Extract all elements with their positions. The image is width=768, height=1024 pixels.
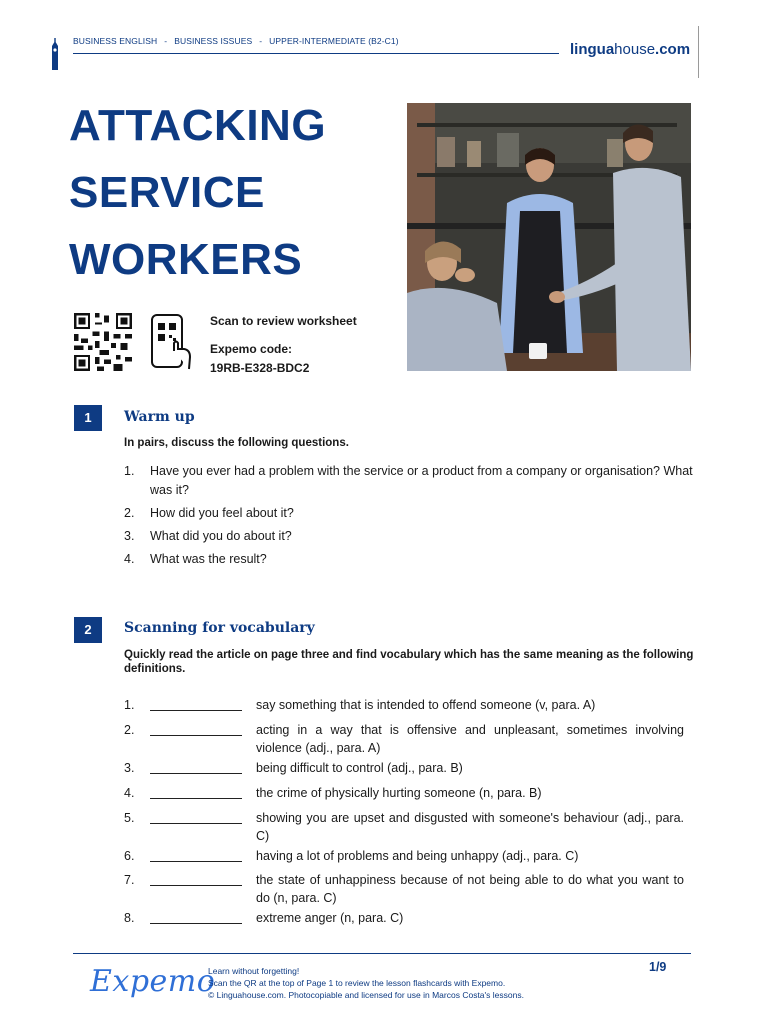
warmup-question-list: [124, 462, 694, 573]
linguahouse-logo[interactable]: [570, 41, 690, 58]
section-instruction: In pairs, discuss the following questions.: [124, 437, 349, 449]
page-header: [50, 26, 700, 76]
answer-blank[interactable]: [150, 735, 242, 736]
answer-blank[interactable]: [150, 923, 242, 924]
list-item: 6. having a lot of problems and being unhappy (adj., para. C): [124, 847, 684, 865]
definition-text: say something that is intended to offend someone (v, para. A): [256, 698, 596, 712]
title-line: SERVICE: [69, 168, 265, 217]
list-item: 4. the crime of physically hurting someone (n, para. B): [124, 784, 684, 802]
list-item: 2. acting in a way that is offensive and unpleasant, sometimes involving violence (adj., para. A): [124, 723, 684, 755]
scan-label: Scan to review worksheet: [210, 314, 357, 328]
breadcrumb: [73, 36, 399, 46]
list-item: 3. What did you do about it?: [124, 529, 292, 543]
footer-instruction: Scan the QR at the top of Page 1 to review the lesson flashcards with Expemo.: [208, 978, 506, 988]
answer-blank[interactable]: [150, 798, 242, 799]
definition-text: being difficult to control (adj., para. B): [256, 761, 463, 775]
footer-text: [208, 965, 524, 1001]
question-text: What was the result?: [150, 552, 267, 566]
expemo-logo[interactable]: Expemo: [90, 964, 216, 999]
answer-blank[interactable]: [150, 823, 242, 824]
answer-blank[interactable]: [150, 861, 242, 862]
big-ben-icon: [50, 38, 60, 70]
header-vertical-divider: [698, 26, 699, 78]
section-title: Warm up: [124, 409, 195, 425]
title-line: ATTACKING: [69, 101, 327, 150]
logo-part-domain: .com: [655, 41, 691, 58]
answer-blank[interactable]: [150, 885, 242, 886]
definition-text: acting in a way that is offensive and unpleasant, sometimes involving violence (adj., para. A): [256, 723, 684, 755]
list-item: 1. Have you ever had a problem with the service or a product from a company or organisation? What was it?: [124, 464, 693, 497]
section-instruction: Quickly read the article on page three and find vocabulary which has the same meaning as the following definitions.: [124, 649, 694, 675]
list-item: 8. extreme anger (n, para. C): [124, 909, 684, 927]
question-text: Have you ever had a problem with the service or a product from a company or organisation? What was it?: [150, 464, 693, 497]
title-line: WORKERS: [69, 235, 303, 284]
answer-blank[interactable]: [150, 773, 242, 774]
page-title: [69, 92, 389, 293]
logo-part-lingua: lingua: [570, 41, 615, 58]
answer-blank[interactable]: [150, 710, 242, 711]
list-item: 7. the state of unhappiness because of not being able to do what you want to do (n, para. C): [124, 873, 684, 905]
section-title: Scanning for vocabulary: [124, 620, 315, 636]
breadcrumb-separator: -: [164, 36, 168, 46]
breadcrumb-item-level: UPPER-INTERMEDIATE (B2-C1): [269, 36, 399, 46]
definition-text: showing you are upset and disgusted with someone's behaviour (adj., para. C): [256, 811, 684, 843]
list-item: 5. showing you are upset and disgusted with someone's behaviour (adj., para. C): [124, 811, 684, 843]
logo-part-house: house: [614, 41, 656, 58]
footer-divider: [73, 953, 691, 954]
list-item: 3. being difficult to control (adj., para. B): [124, 759, 684, 777]
list-item: 1. say something that is intended to offend someone (v, para. A): [124, 696, 684, 714]
header-divider: [73, 53, 559, 54]
page-number: 1/9: [649, 960, 667, 974]
phone-scan-icon: [150, 313, 192, 371]
definition-text: the state of unhappiness because of not being able to do what you want to do (n, para. C): [256, 873, 684, 905]
expemo-code: 19RB-E328-BDC2: [210, 361, 310, 375]
hero-photo: [407, 103, 691, 371]
list-item: 2. How did you feel about it?: [124, 506, 294, 520]
qr-code[interactable]: [73, 313, 133, 371]
list-item: 4. What was the result?: [124, 552, 267, 566]
breadcrumb-separator: -: [259, 36, 263, 46]
breadcrumb-item-subject: BUSINESS ENGLISH: [73, 36, 158, 46]
section-number: 2: [74, 617, 102, 643]
definition-text: the crime of physically hurting someone (n, para. B): [256, 786, 542, 800]
definition-text: extreme anger (n, para. C): [256, 911, 404, 925]
breadcrumb-item-topic: BUSINESS ISSUES: [174, 36, 253, 46]
question-text: How did you feel about it?: [150, 506, 294, 520]
footer-copyright: © Linguahouse.com. Photocopiable and licensed for use in Marcos Costa's lessons.: [208, 990, 524, 1000]
question-text: What did you do about it?: [150, 529, 292, 543]
expemo-code-label: Expemo code:: [210, 342, 293, 356]
footer-tagline: Learn without forgetting!: [208, 966, 300, 976]
definition-text: having a lot of problems and being unhappy (adj., para. C): [256, 849, 579, 863]
scan-info: [210, 312, 357, 378]
section-number: 1: [74, 405, 102, 431]
